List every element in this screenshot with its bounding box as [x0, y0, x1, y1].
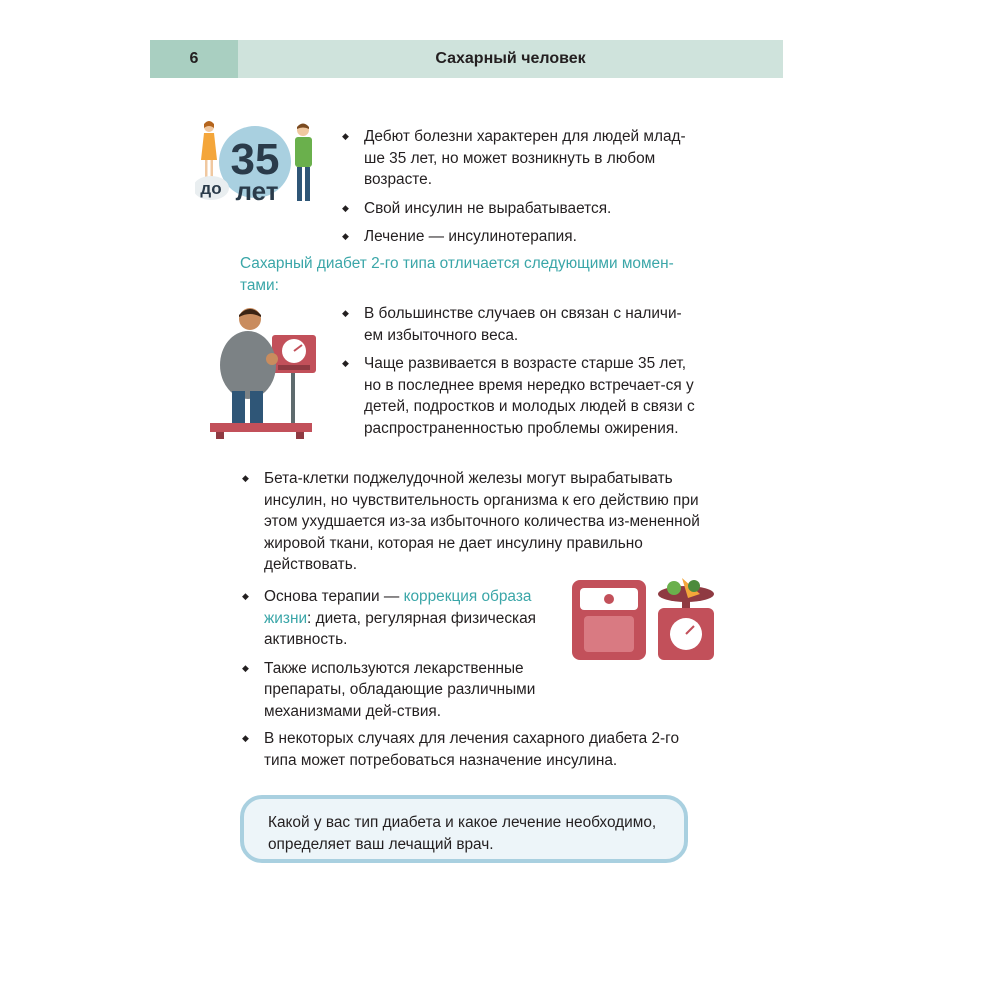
- book-title: Сахарный человек: [435, 50, 586, 67]
- list-item: ◆ Свой инсулин не вырабатывается.: [340, 198, 700, 220]
- girl-figure-icon: [201, 121, 217, 178]
- badge-prefix: до: [200, 179, 222, 198]
- badge-suffix: лет: [235, 176, 279, 206]
- list-item: ◆ Бета-клетки поджелудочной железы могут вырабатывать инсулин, но чувствительность организма к его действию при этом ухудшается из-за избыточного количества из-мененной жировой ткани, которая не дает инсулину правильно действовать.: [240, 468, 700, 576]
- type1-bullet-list: [340, 126, 700, 255]
- therapy-list: [240, 586, 570, 729]
- overweight-man-scale-illustration: [208, 303, 318, 443]
- type2-heading: Сахарный диабет 2-го типа отличается следующими момен-тами:: [240, 255, 674, 294]
- list-item: ◆ В некоторых случаях для лечения сахарного диабета 2-го типа может потребоваться назначение инсулина.: [240, 728, 700, 771]
- badge-number: 35: [230, 135, 280, 184]
- list-item: ◆ Чаще развивается в возрасте старше 35 лет, но в последнее время нередко встречает-ся у детей, подростков и молодых людей в связи с распространенностью проблемы ожирения.: [340, 353, 700, 439]
- beta-cells-list: [240, 468, 700, 583]
- doctor-callout-box: Какой у вас тип диабета и какое лечение необходимо, определяет ваш лечащий врач.: [240, 795, 688, 863]
- list-item: [240, 586, 570, 651]
- page-number: 6: [150, 40, 238, 78]
- running-header: [150, 40, 783, 78]
- therapy-highlight: коррекция образа жизни: [264, 588, 532, 627]
- kitchen-scale-icon: [658, 578, 714, 660]
- type2-bullet-list-upper: [340, 303, 700, 446]
- bathroom-scale-icon: [572, 580, 646, 660]
- therapy-prefix: Основа терапии —: [264, 588, 404, 605]
- insulin-list: [240, 728, 700, 778]
- list-item: ◆ Лечение — инсулинотерапия.: [340, 226, 700, 248]
- therapy-suffix: : диета, регулярная физическая активность.: [264, 609, 536, 648]
- list-item: ◆ Также используются лекарственные препараты, обладающие различными механизмами дей-ствия.: [240, 658, 570, 723]
- scales-illustration: [570, 574, 720, 664]
- age-35-illustration: [195, 118, 325, 210]
- boy-figure-icon: [295, 124, 312, 202]
- list-item: ◆ В большинстве случаев он связан с наличи-ем избыточного веса.: [340, 303, 700, 346]
- list-item: ◆ Дебют болезни характерен для людей млад-ше 35 лет, но может возникнуть в любом возрасте.: [340, 126, 700, 191]
